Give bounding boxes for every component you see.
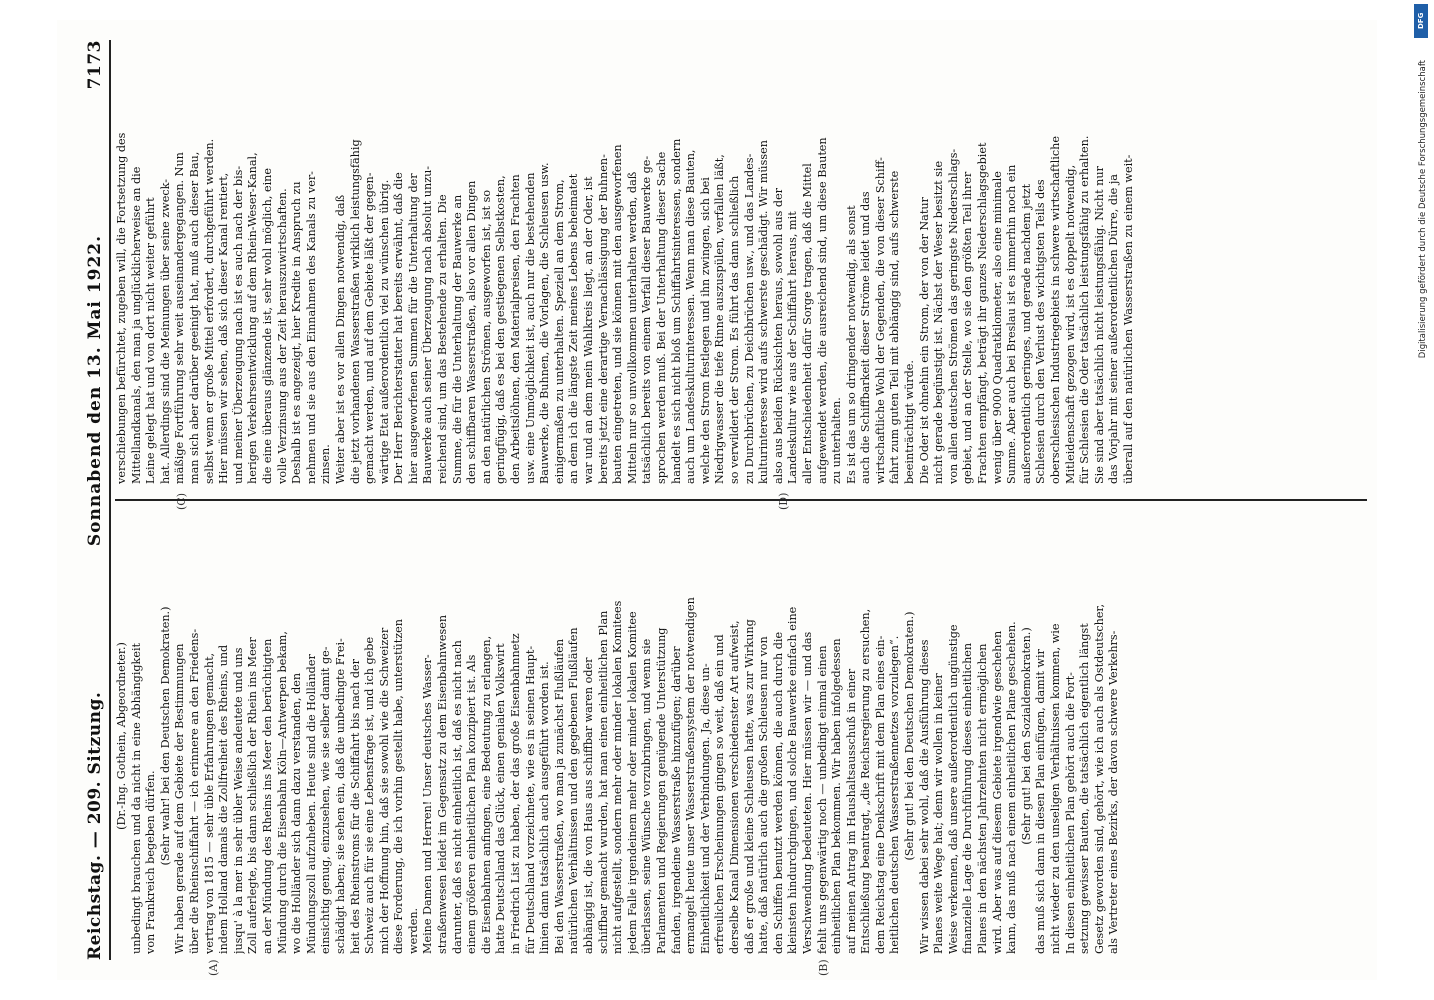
digitization-sidebar — [1410, 0, 1434, 1000]
text-line: die eine überaus glänzende ist, sehr wohl möglich, eine — [260, 168, 274, 484]
text-line: (Dr.-Ing. Gothein, Abgeordneter.) — [115, 642, 128, 830]
text-line: einheitlichen Plan bekommen. Wir haben infolgedessen — [830, 638, 844, 954]
text-line: Wir haben gerade auf dem Gebiete der Bestimmungen — [173, 643, 187, 954]
text-line: für Schlesien die Oder tatsächlich leistungsfähig zu erhalten. — [1078, 135, 1092, 484]
text-line: natürlichen Verhältnissen und den gegebenen Flußläufen — [567, 627, 581, 954]
text-line: werden. — [406, 907, 420, 954]
text-line: zinsen. — [319, 444, 333, 484]
text-line: ermangelt heute unser Wasserstraßensystem der notwendigen — [684, 597, 698, 954]
text-line: Mündungszoll aufzuheben. Heute sind die Holländer — [304, 654, 318, 954]
header-date: Sonnabend den 13. Mai 1922. — [85, 234, 105, 547]
text-line: den Schiffen benutzt werden können, die auch durch die — [771, 631, 785, 954]
text-line: an dem ich die längste Zeit meines Lebens beheimatet — [567, 173, 581, 484]
text-line: Bauwerke auch seiner Überzeugung nach absolut unzu- — [421, 165, 435, 484]
margin-letter-b: (B) — [817, 959, 830, 976]
text-line: von allen deutschen Strömen das geringste Niederschlags- — [946, 148, 960, 484]
text-line: für Deutschland vorzeichnete, wie es in seinen Haupt- — [523, 645, 537, 954]
text-line: nehmen und sie aus den Einnahmen des Kanals zu ver- — [304, 171, 318, 484]
text-line: indem Holland damals die Zollfreiheit des Rheins, und — [217, 644, 231, 954]
text-line: an der Mündung des Rheins ins Meer den berüchtigten — [260, 638, 274, 954]
text-line: diese Forderung, die ich vorhin gestellt habe, unterstützen — [392, 619, 406, 954]
text-line: an den natürlichen Strömen, ausgeworfen ist, ist so — [479, 189, 493, 484]
text-line: vertrag von 1815 — sehr üble Erfahrungen gemacht, — [202, 652, 216, 954]
text-line: Parlamenten und Regierungen genügende Unterstützung — [654, 627, 668, 954]
text-line: wirtschaftliche Wohl der Gegenden, die von dieser Schiff- — [873, 157, 887, 484]
text-line: Mitleidenschaft gezogen wird, ist es doppelt notwendig, — [1063, 164, 1077, 484]
text-line: und meiner Überzeugung nach ist es auch nach der bis- — [231, 165, 245, 484]
text-line: In diesen einheitlichen Plan gehört auch die Fort- — [1063, 672, 1077, 954]
text-line: beeinträchtigt würde. — [903, 360, 917, 484]
text-line: finanzielle Lage die Durchführung dieses einheitlichen — [961, 642, 975, 954]
text-line: Deshalb ist es angezeigt, hier Kredite in Anspruch zu — [290, 181, 304, 484]
column-divider — [115, 499, 1367, 501]
text-line: Entschließung beantragt, „die Reichsregierung zu ersuchen, — [859, 608, 873, 954]
text-line: Einheitlichkeit und der Verbindungen. Ja, diese un- — [698, 663, 712, 954]
text-line: Die Oder ist ohnehin ein Strom, der von der Natur — [917, 197, 931, 484]
text-line: von Frankreich begeben dürfen. — [144, 770, 158, 954]
text-line: geringfügig, daß es bei den gestiegenen Selbstkosten, — [494, 175, 508, 484]
text-line: hatte, daß natürlich auch die großen Schleusen nur von — [757, 636, 771, 954]
header-rule — [109, 40, 111, 960]
text-line: einsichtig genug, einzusehen, wie sie selber damit ge- — [319, 646, 333, 954]
text-line: Hier müssen wir sehen, daß sich dieser Kanal rentiert, — [217, 172, 231, 484]
text-line: Es ist das um so dringender notwendig, als sonst — [844, 205, 858, 484]
text-line: bereits jetzt eine derartige Vernachlässigung der Buhnen- — [596, 154, 610, 484]
text-line: Meine Damen und Herren! Unser deutsches Wasser- — [421, 654, 435, 954]
text-line: einigermaßen zu unterhalten. Speziell an dem Strom, — [552, 179, 566, 484]
text-line: nicht aufgestellt, sondern mehr oder minder lokalen Komitees — [611, 600, 625, 954]
text-line: selbst wenn er große Mittel erfordert, durchgeführt werden. — [202, 138, 216, 484]
text-line: dem Reichstag eine Denkschrift mit dem Plan eines ein- — [873, 635, 887, 954]
text-line: straßenwesen leidet im Gegensatz zu dem Eisenbahnwesen — [436, 614, 450, 954]
text-line: Weiter aber ist es vor allen Dingen notwendig, daß — [333, 194, 347, 484]
text-line: kann, das muß nach einem einheitlichen Plane geschehen. — [1005, 621, 1019, 954]
margin-letter-c: (C) — [175, 493, 188, 510]
text-line: Summe. Aber auch bei Breslau ist es immerhin noch ein — [1005, 164, 1019, 484]
text-line: Zoll auferlegte, bis dann schließlich der Rhein ins Meer — [246, 637, 260, 954]
text-line: Planes weite Wege hat; denn wir wollen in keiner — [932, 673, 946, 954]
text-line: heit des Rheinstroms für die Schiffahrt bis nach der — [348, 659, 362, 954]
text-line: daß er große und kleine Schleusen hatte, was zur Wirkung — [742, 619, 756, 954]
text-line: das muß sich dann in diesen Plan einfügen, damit wir — [1034, 649, 1048, 954]
text-line: als Vertreter eines Bezirks, der davon schwere Verkehrs- — [1107, 630, 1121, 954]
text-line: die Eisenbahnen anfingen, eine Bedeutung zu erlangen, — [479, 635, 493, 954]
text-line: Mündung durch die Eisenbahn Köln—Antwerpen bekam, — [275, 631, 289, 954]
text-line: über die Rheinschiffahrt — ich erinnere an den Friedens- — [187, 628, 201, 954]
text-line: oberschlesischen Industriegebiets in schwere wirtschaftliche — [1049, 136, 1062, 484]
text-line: überall auf den natürlichen Wasserstraßen zu einem weit- — [1121, 154, 1135, 484]
text-line: gebiet, und an der Stelle, wo sie den größten Teil ihrer — [961, 171, 975, 484]
text-line: unbedingt brauchen und da nicht in eine Abhängigkeit — [129, 642, 143, 954]
text-line: einem größeren einheitlichen Plan konzipiert ist. Als — [465, 654, 479, 954]
text-line: derselbe Kanal Dimensionen verschiedenster Art aufweist, — [727, 620, 741, 954]
text-line: Bauwerke, die Buhnen, die Vorlagen, die Schleusen usw. — [538, 162, 552, 484]
text-line: außerordentlich geringes, und gerade nachdem jetzt — [1019, 183, 1033, 484]
margin-letter-a: (A) — [207, 959, 220, 976]
text-line: abhängig ist, die von Haus aus schiffbar waren oder — [582, 657, 595, 954]
text-line: nicht gerade begünstigt ist. Nächst der Weser besitzt sie — [932, 160, 946, 484]
text-line: heitlichen deutschen Wasserstraßennetzes vorzulegen“. — [888, 635, 902, 954]
text-line: schädigt haben; sie sehen ein, daß die unbedingte Frei- — [333, 638, 347, 954]
text-line: volle Verzinsung aus der Zeit herauszuwirtschaften. — [275, 188, 289, 484]
text-line: schiffbar gemacht wurden, hat man einen einheitlichen Plan — [596, 610, 610, 954]
text-line: so verwildert der Strom. Es führt das dann schließlich — [727, 175, 741, 484]
text-line: war und an dem mein Wahlkreis liegt, an der Oder, ist — [582, 176, 595, 484]
text-line: auf meinen Antrag im Haushaltsausschuß in einer — [844, 668, 858, 954]
text-line: Frachten empfängt, beträgt ihr ganzes Niederschlagsgebiet — [976, 142, 990, 484]
text-line: Schlesien durch den Verlust des wichtigsten Teils des — [1034, 179, 1048, 484]
text-line: (Sehr gut! bei den Sozialdemokraten.) — [1019, 627, 1033, 845]
text-line: Planes in den nächsten Jahrzehnten nicht ermöglichen — [976, 643, 990, 954]
text-line: verschiebungen befürchtet, zugeben will, die Fortsetzung des — [115, 132, 128, 484]
text-line: das Vorjahr mit seiner außerordentlichen Dürre, die ja — [1107, 174, 1121, 484]
text-line: linien dann tatsächlich auch ausgeführt worden ist. — [538, 661, 552, 954]
text-line: aller Entschiedenheit dafür Sorge tragen, daß die Mittel — [800, 163, 814, 484]
text-line: fanden, irgendeine Wasserstraße hinzufügen; darüber — [669, 646, 683, 954]
text-line: den schiffbaren Wasserstraßen, also vor allen Dingen — [465, 180, 479, 484]
text-line: Sie sind aber tatsächlich nicht leistungsfähig. Nicht nur — [1092, 166, 1106, 484]
text-line: herigen Verkehrsentwicklung auf dem Rhein-Weser-Kanal, — [246, 152, 260, 484]
text-line: erfreulichen Erscheinungen gingen so weit, daß ein und — [713, 634, 727, 954]
digitization-credit: Digitalisierung gefördert durch die Deutsche Forschungsgemeinschaft — [1418, 60, 1428, 359]
text-line: Wir wissen dabei sehr wohl, daß die Ausführung dieses — [917, 639, 931, 954]
text-line: Mitteln nur so unvollkommen unterhalten werden, daß — [625, 171, 639, 484]
text-line: wo die Holländer sich dann dazu verstanden, den — [290, 672, 304, 954]
text-line: tatsächlich bereits von einem Verfall dieser Bauwerke ge- — [640, 155, 654, 484]
text-line: usw. eine Unmöglichkeit ist, auch nur die bestehenden — [523, 172, 537, 484]
text-line: hier ausgeworfenen Summen für die Unterhaltung der — [406, 173, 420, 484]
text-line: auch die Schiffbarkeit dieser Ströme leidet und das — [859, 191, 873, 484]
text-line: Niedrigwasser die tiefe Rinne auszuspülen, verfallen läßt, — [713, 154, 727, 484]
text-line: wärtige Etat außerordentlich viel zu wünschen übrig. — [377, 179, 391, 484]
document-page — [57, 20, 1377, 980]
text-line: reichend sind, um das Bestehende zu erhalten. Die — [436, 194, 450, 484]
text-line: fahrt zum guten Teil mit abhängig sind, aufs schwerste — [888, 170, 902, 484]
text-line: überlassen, seine Wünsche vorzubringen, und wenn sie — [640, 638, 654, 954]
text-line: zu unterhalten. — [830, 397, 844, 484]
text-line: in Friedrich List zu haben, der das große Eisenbahnnetz — [509, 633, 523, 954]
text-line: man sich aber darüber geeinigt hat, muß auch dieser Bau, — [187, 151, 201, 484]
text-line: mäßige Fortführung sehr weit auseinandergegangen. Nun — [173, 152, 187, 484]
text-line: hat. Allerdings sind die Meinungen über seine zweck- — [158, 179, 172, 484]
text-line: Schweiz auch für sie eine Lebensfrage ist, und ich gebe — [363, 636, 377, 954]
text-line: Der Herr Berichterstatter hat bereits erwähnt, daß die — [392, 172, 406, 484]
text-line: den Arbeitslöhnen, den Materialpreisen, den Frachten — [509, 174, 523, 484]
text-line: auch um Landeskulturinteressen. Wenn man diese Bauten, — [684, 149, 698, 484]
text-line: aufgewendet werden, die ausreichend sind, um diese Bauten — [815, 137, 829, 484]
text-line: Gesetz geworden sind, gehört, wie ich auch als Ostdeutscher, — [1092, 603, 1106, 954]
text-line: bauten eingetreten, und sie können mit den ausgeworfenen — [611, 144, 625, 484]
text-line: die jetzt vorhandenen Wasserstraßen wirklich leistungsfähig — [348, 139, 362, 484]
text-line: fehlt uns gegenwärtig noch — unbedingt einmal einen — [815, 645, 829, 954]
page-number: 7173 — [85, 40, 105, 90]
text-line: darunter, daß es nicht einheitlich ist, daß es nicht nach — [450, 640, 464, 954]
left-text-column — [115, 518, 1367, 954]
text-line: Verschwendung bedeuteten. Hier müssen wir — und das — [800, 631, 814, 954]
text-line: hatte Deutschland das Glück, einen genialen Volkswirt — [494, 643, 508, 954]
text-line: Weise verkennen, daß unsere außerordentlich ungünstige — [946, 624, 960, 954]
text-line: Leine gelegt hat und von dort nicht weiter geführt — [144, 197, 158, 484]
text-line: jedem Falle irgendeinem mehr oder minder lokalen Komitee — [625, 611, 639, 954]
text-line: Mittellandkanals, den man ja unglücklicherweise an die — [129, 166, 143, 484]
text-line: wenig über 9000 Quadratkilometer, also eine minimale — [990, 171, 1004, 484]
text-line: (Sehr wahr! bei den Deutschen Demokraten.) — [158, 606, 172, 866]
text-line: zu Durchbrüchen, zu Deichbrüchen usw., und das Landes- — [742, 153, 756, 484]
text-line: also aus beiden Rücksichten heraus, sowohl aus der — [771, 187, 785, 484]
text-line: kulturinteresse wird aufs schwerste geschädigt. Wir müssen — [757, 140, 771, 484]
text-line: handelt es sich nicht bloß um Schiffahrtsinteressen, sondern — [669, 138, 683, 484]
text-line: setzung gewisser Bauten, die tatsächlich eigentlich längst — [1078, 623, 1092, 954]
text-line: gemacht werden, und auf dem Gebiete läßt der gegen- — [363, 172, 377, 484]
text-line: jusqu' à la mer in sehr übler Weise andeutete und uns — [231, 647, 245, 954]
text-line: mich der Hoffnung hin, daß sie sowohl wie die Schweizer — [377, 627, 391, 954]
text-line: wird. Aber was auf diesem Gebiete irgendwie geschehen — [990, 630, 1004, 954]
text-line: nicht wieder zu den unseligen Verhältnissen kommen, wie — [1049, 623, 1062, 954]
text-line: Summe, die für die Unterhaltung der Bauwerke an — [450, 194, 464, 484]
text-line: (Sehr gut! bei den Deutschen Demokraten.) — [903, 611, 917, 861]
text-line: welche den Strom festlegen und ihn zwingen, sich bei — [698, 177, 712, 484]
text-line: sprochen werden muß. Bei der Unterhaltung dieser Sache — [654, 151, 668, 484]
right-text-column — [115, 48, 1367, 484]
text-line: Bei den Wasserstraßen, wo man ja zunächst Flußläufen — [552, 638, 566, 954]
page-header — [75, 40, 105, 960]
margin-letter-d: (D) — [777, 492, 790, 510]
dfg-logo: DFG — [1414, 4, 1428, 38]
text-line: Landeskultur wie aus der Schiffahrt heraus, mit — [786, 211, 800, 484]
header-left: Reichstag. — 209. Sitzung. — [85, 691, 105, 960]
text-line: kleinsten hindurchgingen, und solche Bauwerke einfach eine — [786, 606, 800, 954]
